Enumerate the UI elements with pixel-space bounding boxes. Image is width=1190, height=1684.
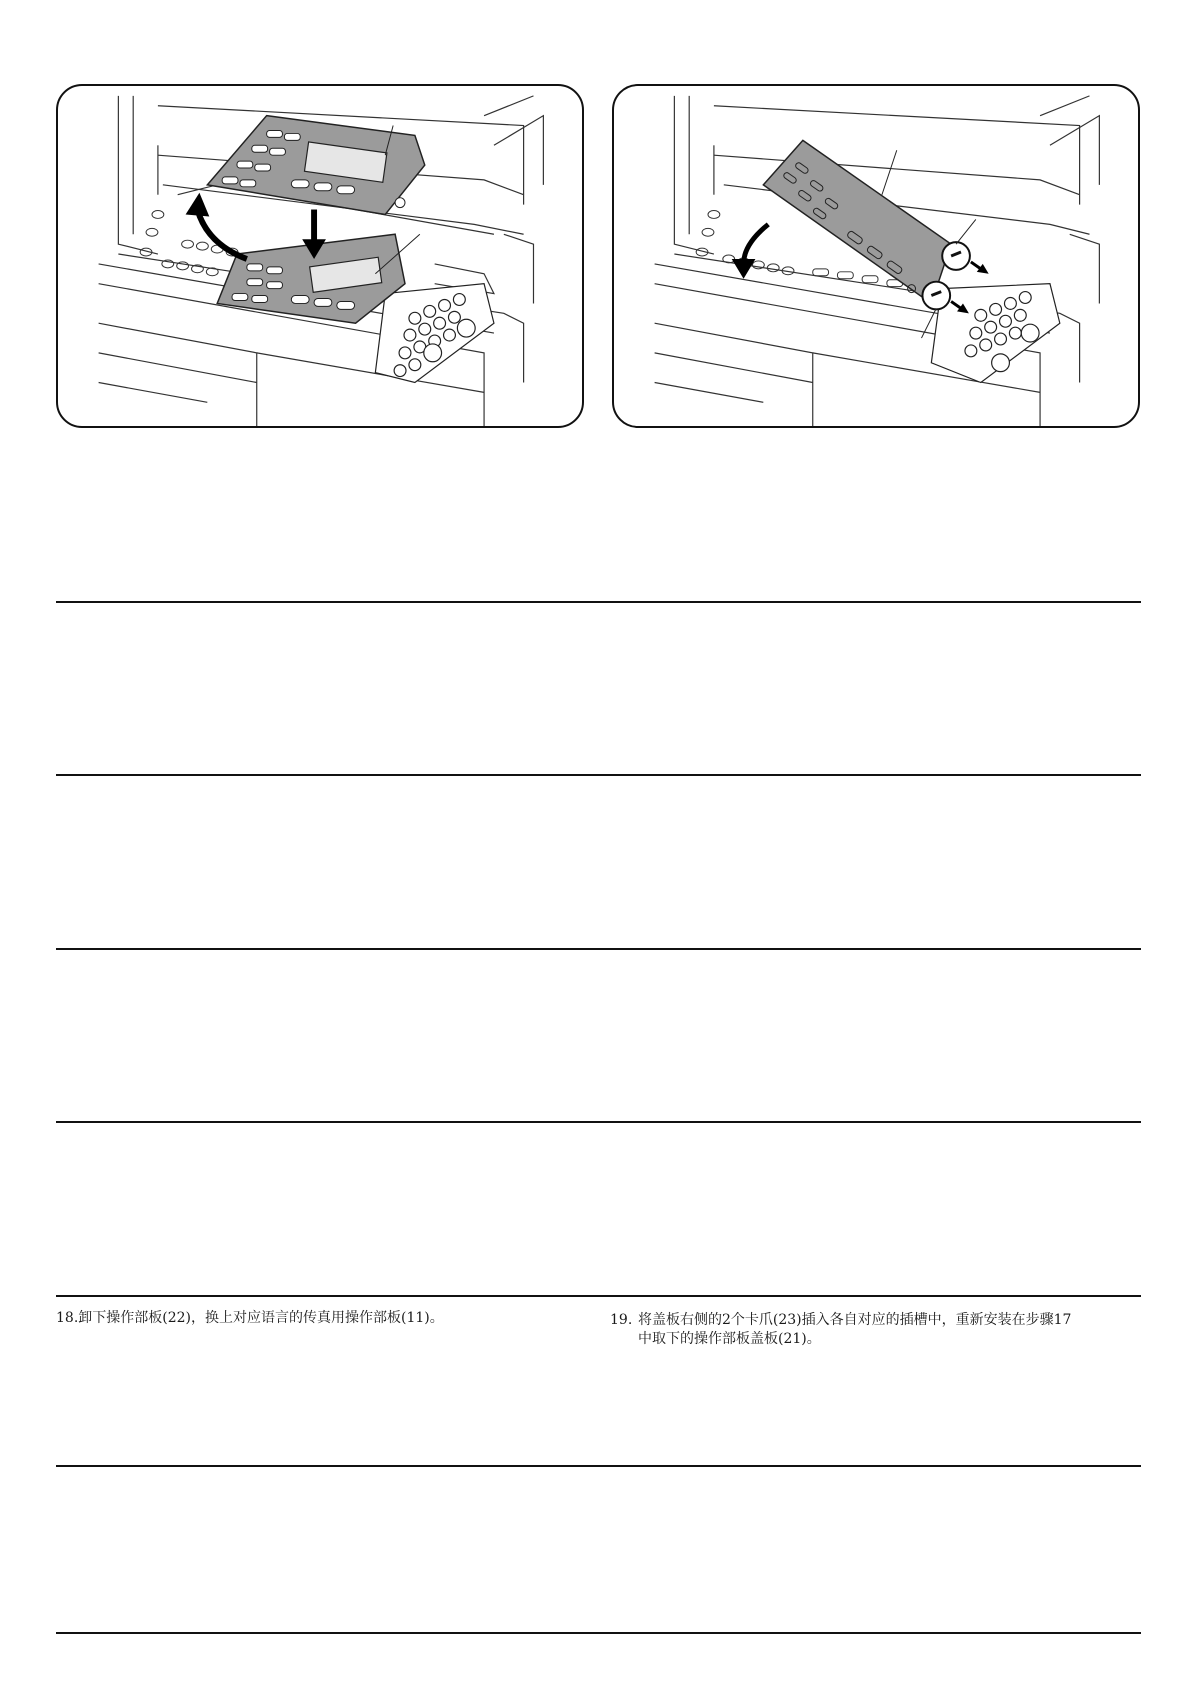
figure-right-cover-hooks (612, 84, 1140, 428)
divider-line (56, 1121, 1141, 1123)
divider-line (56, 1295, 1141, 1297)
step-19-line-1: 将盖板右侧的2个卡爪(23)插入各自对应的插槽中，重新安装在步骤17 (638, 1312, 1072, 1328)
step-19-text (610, 1311, 1140, 1349)
divider-line (56, 601, 1141, 603)
panel-cover-hooks-insertion-illustration-icon (614, 86, 1138, 426)
figure-left-panel-replacement (56, 84, 584, 428)
divider-line (56, 774, 1141, 776)
divider-line (56, 948, 1141, 950)
divider-line (56, 1465, 1141, 1467)
divider-line (56, 1632, 1141, 1634)
step-19-line-2: 中取下的操作部板盖板(21)。 (638, 1331, 821, 1347)
step-18-text: 18.卸下操作部板(22)，换上对应语言的传真用操作部板(11)。 (56, 1310, 444, 1326)
step-19-number: 19. (610, 1312, 633, 1328)
operation-panel-sheet-replacement-illustration-icon (58, 86, 582, 426)
